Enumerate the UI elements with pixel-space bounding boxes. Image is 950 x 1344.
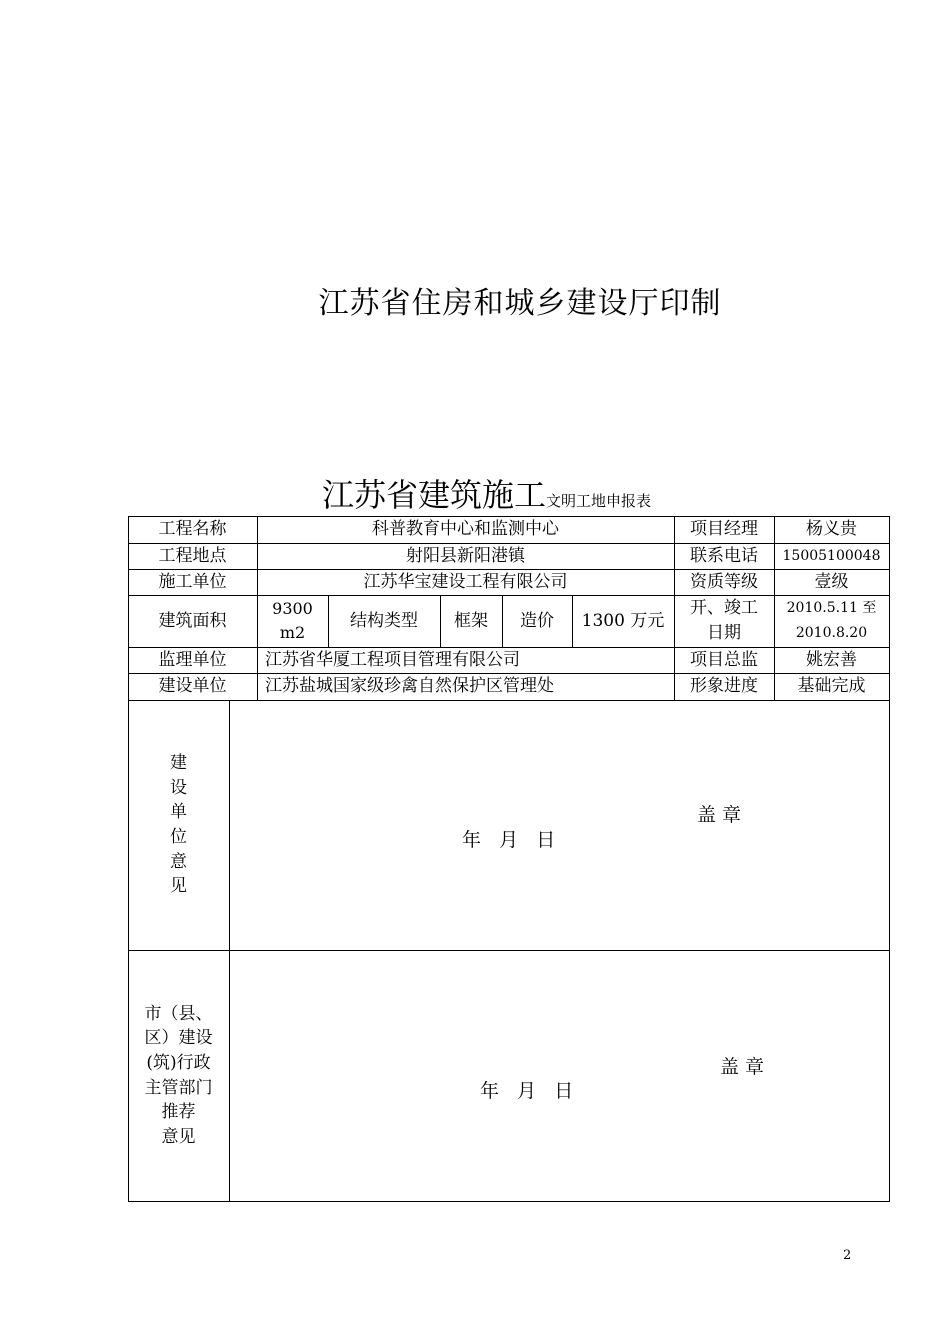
opinion1-char: 位 [170,827,187,847]
dates-value-cell [774,595,889,647]
authority-stamp: 盖 章 [720,1056,765,1078]
opinion2-line: 推荐 [161,1102,196,1123]
chief-supervisor-value: 姚宏善 [806,649,857,670]
qualification-value: 壹级 [814,571,849,592]
project-name-value: 科普教育中心和监测中心 [372,519,559,540]
area-unit: m2 [279,623,306,642]
opinion1-char: 建 [170,753,187,774]
dates-label-line1: 开、竣工 [690,598,758,619]
opinion1-char: 单 [170,802,187,823]
location-value: 射阳县新阳港镇 [406,545,525,566]
opinion2-line: (筑)行政 [146,1052,211,1073]
owner-stamp: 盖 章 [697,804,742,826]
authority-date: 年 月 日 [480,1080,574,1102]
cost-label: 造价 [520,610,554,631]
phone-label: 联系电话 [690,545,758,566]
chief-supervisor-label: 项目总监 [690,649,758,670]
end-date: 2010.8.20 [795,625,868,641]
cost-value: 1300 万元 [581,610,665,631]
opinion2-line: 主管部门 [144,1077,213,1098]
phone-value: 15005100048 [782,547,881,564]
contractor-value: 江苏华宝建设工程有限公司 [363,571,568,592]
structure-value: 框架 [454,610,488,631]
manager-value: 杨义贵 [806,519,857,540]
dates-label-line2: 日期 [707,623,741,643]
form-title-sub: 文明工地申报表 [546,492,652,510]
publisher-heading: 江苏省住房和城乡建设厅印制 [318,286,722,321]
form-title [322,470,651,516]
opinion2-line: 市（县、 [144,1003,213,1024]
opinion1-char: 设 [170,777,187,798]
opinion1-char: 见 [170,876,187,897]
dates-label-cell [674,595,774,647]
start-date: 2010.5.11 至 [786,599,877,616]
owner-opinion-label [128,700,229,950]
owner-value: 江苏盐城国家级珍禽自然保护区管理处 [265,676,554,697]
project-name-label: 工程名称 [158,519,227,540]
authority-opinion-label [128,950,229,1201]
qualification-label: 资质等级 [690,571,758,592]
area-value: 9300 [272,599,313,618]
owner-date: 年 月 日 [462,829,556,851]
area-label: 建筑面积 [158,610,227,631]
owner-label: 建设单位 [158,676,227,697]
location-label: 工程地点 [158,545,227,566]
form-title-main: 江苏省建筑施工 [322,476,547,514]
progress-value: 基础完成 [797,676,866,697]
opinion2-line: 区）建设 [144,1028,213,1049]
manager-label: 项目经理 [690,519,758,540]
area-value-cell [257,595,328,647]
contractor-label: 施工单位 [158,571,227,592]
opinion2-line: 意见 [161,1126,196,1147]
opinion1-char: 意 [170,851,187,872]
progress-label: 形象进度 [690,676,758,697]
supervisor-value: 江苏省华厦工程项目管理有限公司 [265,649,520,670]
supervisor-label: 监理单位 [158,649,227,670]
structure-label: 结构类型 [350,610,418,631]
page-number: 2 [843,1248,852,1263]
